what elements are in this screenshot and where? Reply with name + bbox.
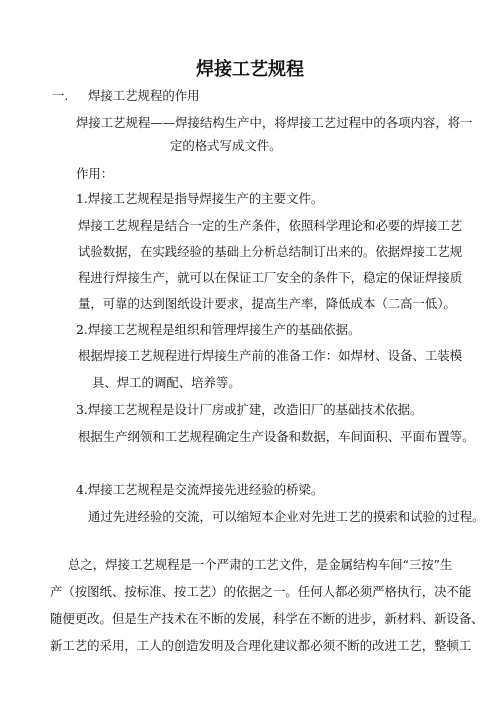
point-body-line: 程进行焊接生产，就可以在保证工厂安全的条件下，稳定的保证焊接质: [78, 270, 463, 285]
definition-line: 定的格式写成文件。: [170, 138, 282, 153]
point-heading: 1.焊接工艺规程是指导焊接生产的主要文件。: [76, 191, 324, 206]
summary-line: 随便更改。但是生产技术在不断的发展，科学在不断的进步，新材料、新设备、: [50, 611, 484, 626]
point-body-line: 焊接工艺规程是结合一定的生产条件，依照科学理论和必要的焊接工艺: [78, 218, 463, 233]
point-body-line: 通过先进经验的交流，可以缩短本企业对先进工艺的摸索和试验的过程。: [88, 509, 485, 524]
summary-line: 总之，焊接工艺规程是一个严肃的工艺文件，是金属结构车间“三按”生: [68, 557, 453, 572]
summary-line: 产（按图纸、按标准、按工艺）的依据之一。任何人都必须严格执行，决不能: [50, 584, 472, 599]
document-title: 焊接工艺规程: [196, 59, 304, 80]
definition-line: 焊接工艺规程——焊接结构生产中，将焊接工艺过程中的各项内容，将一: [76, 115, 473, 130]
point-body-line: 试验数据，在实践经验的基础上分析总结制订出来的。依据焊接工艺规: [78, 244, 463, 259]
role-label: 作用：: [76, 166, 114, 181]
section-heading: 焊接工艺规程的作用: [88, 88, 200, 103]
point-heading: 2.焊接工艺规程是组织和管理焊接生产的基础依据。: [76, 322, 361, 337]
point-heading: 4.焊接工艺规程是交流焊接先进经验的桥梁。: [76, 482, 324, 497]
summary-line: 新工艺的采用，工人的创造发明及合理化建议都必须不断的改进工艺，整顿工: [50, 638, 472, 653]
point-body-line: 根据焊接工艺规程进行焊接生产前的准备工作：如焊材、设备、工装模: [78, 348, 463, 363]
point-heading: 3.焊接工艺规程是设计厂房或扩建，改造旧厂的基础技术依据。: [76, 402, 423, 417]
section-number: 一.: [52, 88, 69, 103]
point-body-line: 根据生产纲领和工艺规程确定生产设备和数据，车间面积、平面布置等。: [78, 429, 475, 444]
point-body-line: 具、焊工的调配、培养等。: [92, 375, 241, 390]
point-body-line: 量，可靠的达到图纸设计要求，提高生产率，降低成本（二高一低）。: [78, 296, 456, 311]
